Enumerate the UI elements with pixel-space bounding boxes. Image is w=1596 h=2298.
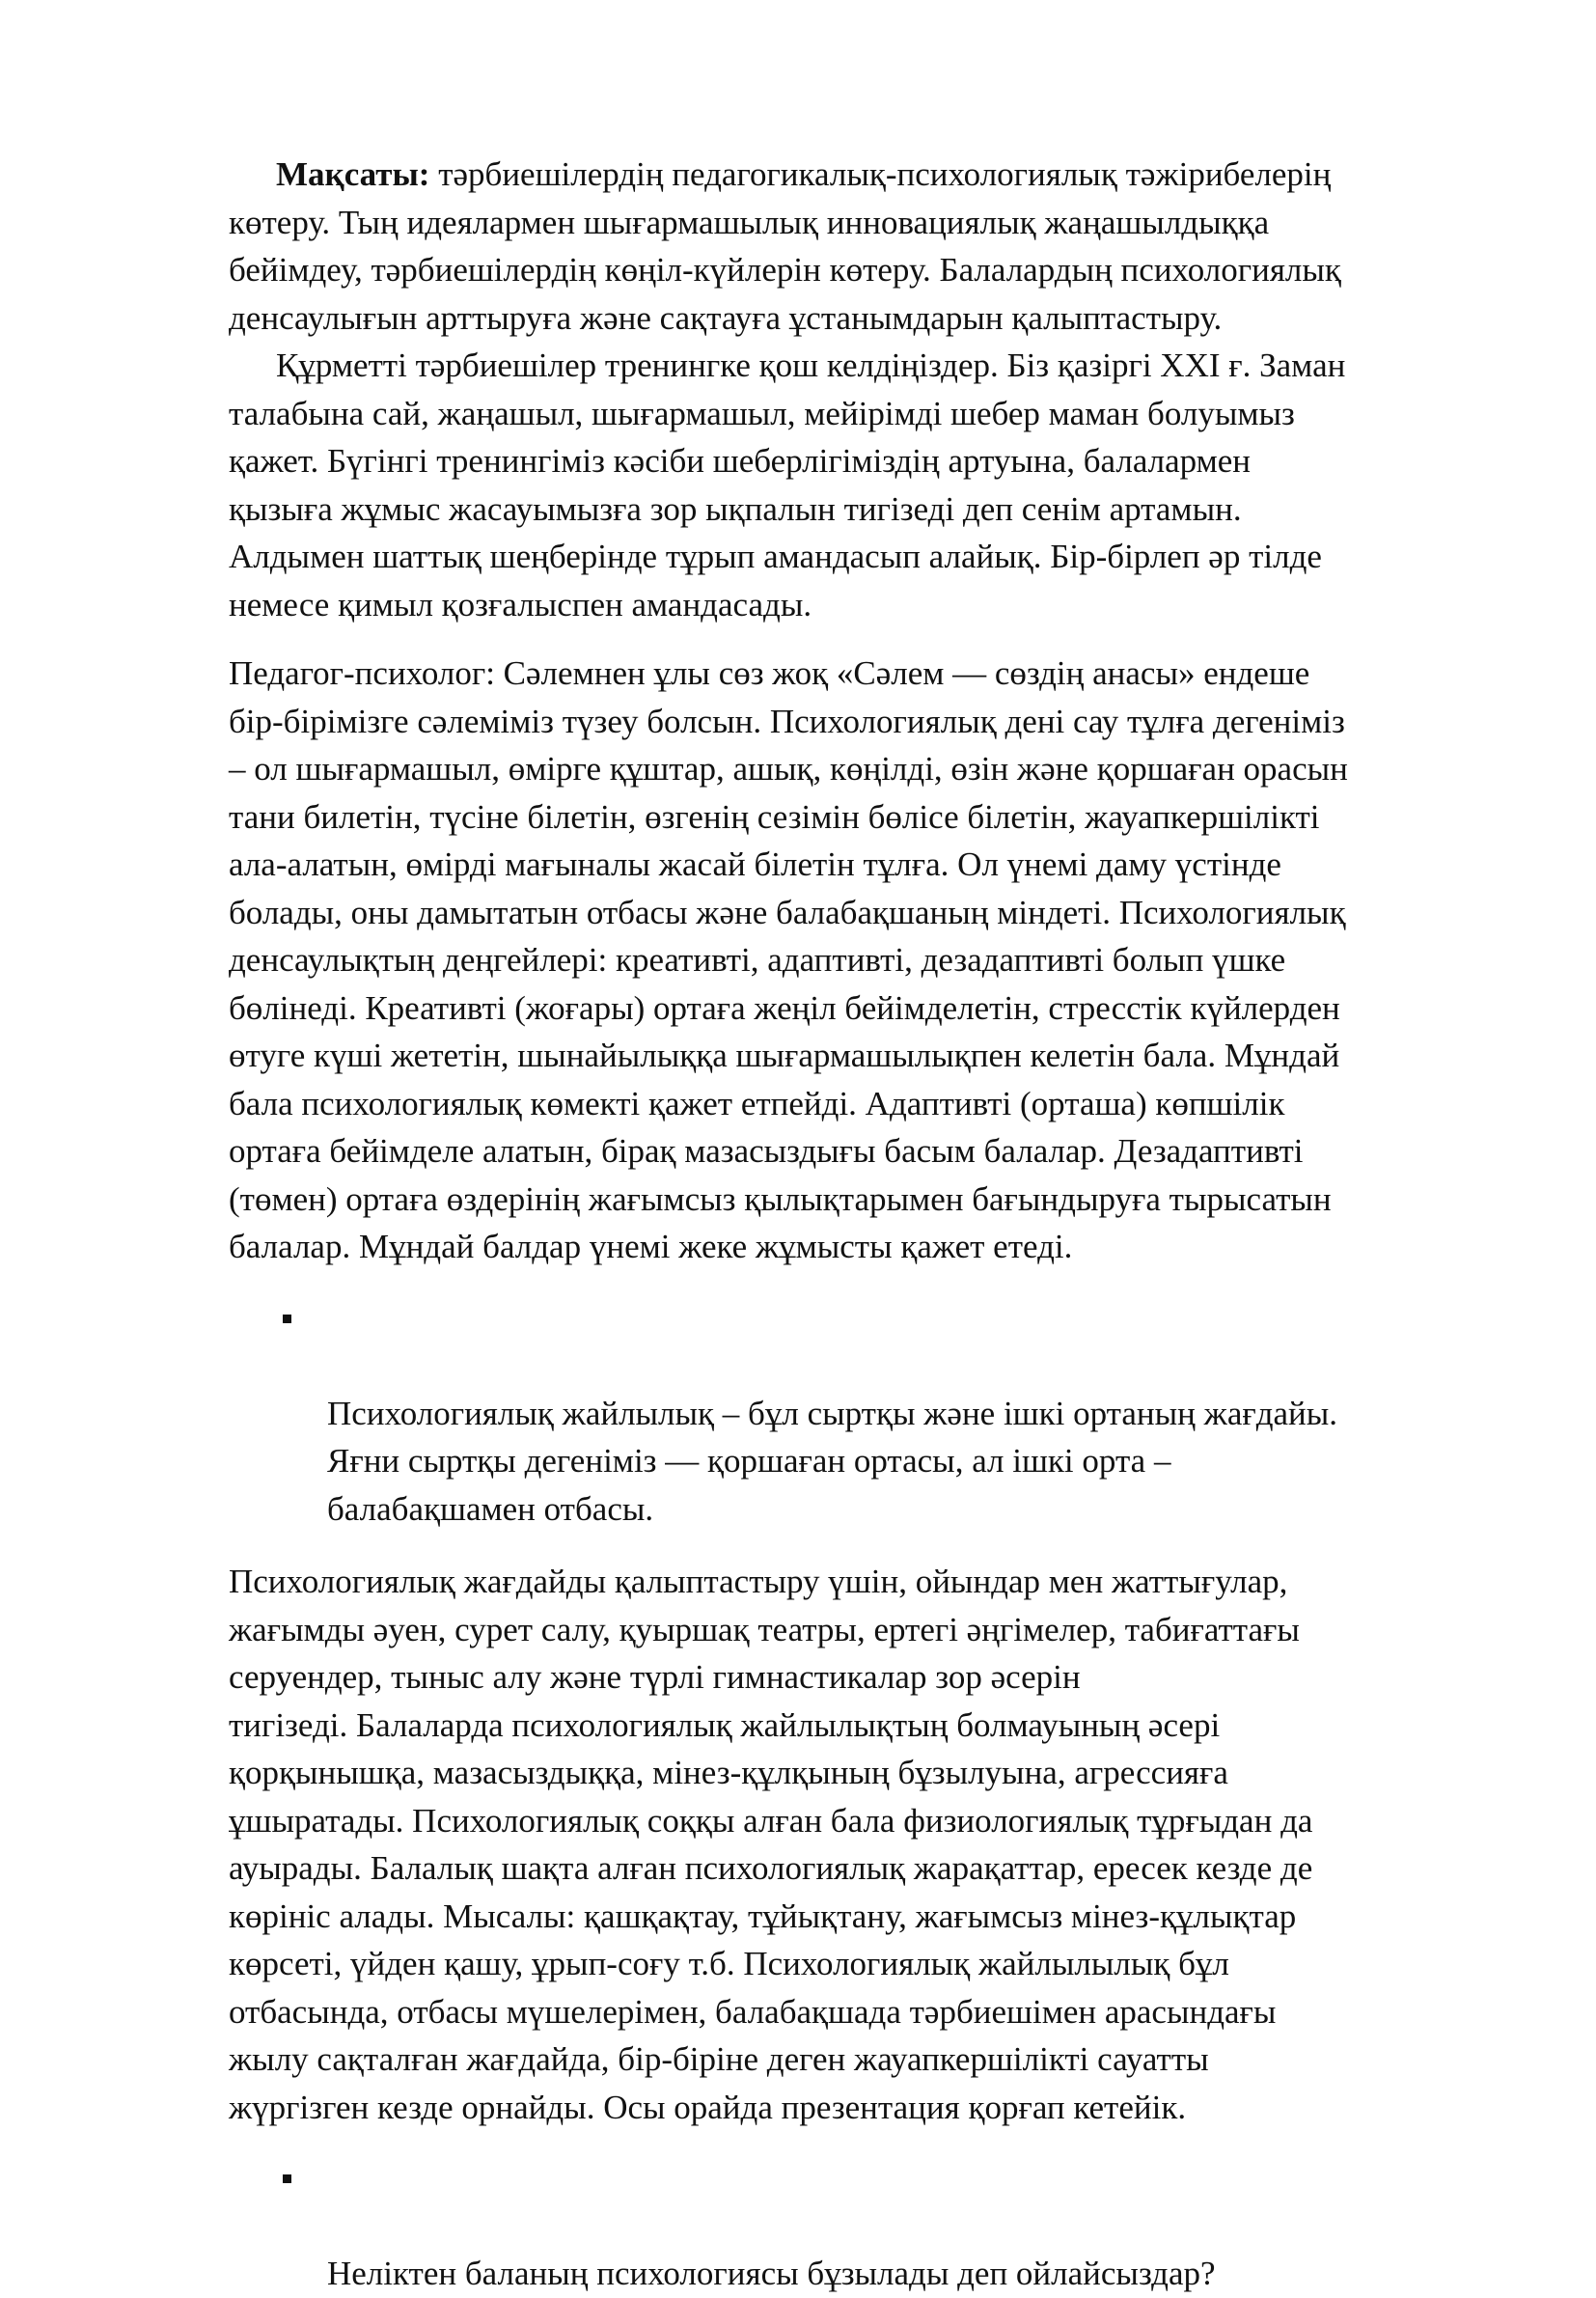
goal-paragraph bbox=[229, 151, 1473, 342]
bullet-item-comfort bbox=[229, 1294, 1473, 1534]
goal-label: Мақсаты: bbox=[276, 155, 430, 193]
bullet-item-question-text: Неліктен баланың психологиясы бұзылады деп ойлайсыздар? bbox=[327, 2255, 1216, 2292]
conditions-paragraph: Психологиялық жағдайды қалыптастыру үшін, ойындар мен жаттығулар, жағымды әуен, сурет салу, қуыршақ театры, ертегі әңгімелер, табиғаттағы серуендер, тыныс алу және түрлі гимнастикалар зор әсерін тигізеді. Балаларда психологиялық жайлылықтың болмауының әсері қорқынышқа, мазасыздыққа, мінез-құлқының бұзылуына, агрессияға ұшыратады. Психологиялық соққы алған бала физиологиялық тұрғыдан да ауырады. Балалық шақта алған психологиялық жарақаттар, ересек кезде де көрініс алады. Мысалы: қашқақтау, тұйықтану, жағымсыз мінез-құлықтар көрсеті, үйден қашу, ұрып-соғу т.б. Психологиялық жайлылылық бұл отбасында, отбасы мүшелерімен, балабақшада тәрбиешімен арасындағы жылу сақталған жағдайда, бір-біріне деген жауапкершілікті сауатты жүргізген кезде орнайды. Осы орайда презентация қорғап кетейік. bbox=[229, 1563, 1313, 2126]
bullet-icon bbox=[283, 1315, 291, 1323]
bullet-item-comfort-text: Психологиялық жайлылық – бұл сыртқы және ішкі ортаның жағдайы. Яғни сыртқы дегеніміз — қоршаған ортасы, ал ішкі орта – балабақшамен отбасы. bbox=[327, 1394, 1338, 1528]
bullet-icon bbox=[283, 2174, 291, 2183]
psychologist-paragraph: Педагог-психолог: Сәлемнен ұлы сөз жоқ «Сәлем — сөздің анасы» ендеше бір-бірімізге сәлеміміз түзеу болсын. Психологиялық дені сау тұлға дегеніміз – ол шығармашыл, өмірге құштар, ашық, көңілді, өзін және қоршаған орасын тани билетін, түсіне білетін, өзгенің сезімін бөлісе білетін, жауапкершілікті ала-алатын, өмірді мағыналы жасай білетін тұлға. Ол үнемі даму үстінде болады, оны дамытатын отбасы және балабақшаның міндеті. Психологиялық денсаулықтың деңгейлері: креативті, адаптивті, дезадаптивті болып үшке бөлінеді. Креативті (жоғары) ортаға жеңіл бейімделетін, стресстік күйлерден өтуге күші жететін, шынайылыққа шығармашылықпен келетін бала. Мұндай бала психологиялық көмекті қажет етпейді. Адаптивті (орташа) көпшілік ортаға бейімделе алатын, бірақ мазасыздығы басым балалар. Дезадаптивті (төмен) ортаға өздерінің жағымсыз қылықтарымен бағындыруға тырысатын балалар. Мұндай балдар үнемі жеке жұмысты қажет етеді. bbox=[229, 654, 1348, 1265]
document-body bbox=[229, 151, 1473, 2298]
goal-text: тәрбиешілердің педагогикалық-психологиялық тәжірибелерің көтеру. Тың идеялармен шығармашылық инновациялық жаңашылдыққа бейімдеу, тәрбиешілердің көңіл-күйлерін көтеру. Балалардың психологиялық денсаулығын арттыруға және сақтауға ұстанымдарын қалыптастыру. bbox=[229, 155, 1341, 337]
bullet-item-question bbox=[229, 2154, 1473, 2298]
welcome-paragraph: Құрметті тәрбиешілер тренингке қош келдіңіздер. Біз қазіргі XXI ғ. Заман талабына сай, жаңашыл, шығармашыл, мейірімді шебер маман болуымыз қажет. Бүгінгі тренингіміз кәсіби шеберлігіміздің артуына, балалармен қызыға жұмыс жасауымызға зор ықпалын тигізеді деп сенім артамын. Алдымен шаттық шеңберінде тұрып амандасып алайық. Бір-бірлеп әр тілде немесе қимыл қозғалыспен амандасады. bbox=[229, 346, 1346, 623]
